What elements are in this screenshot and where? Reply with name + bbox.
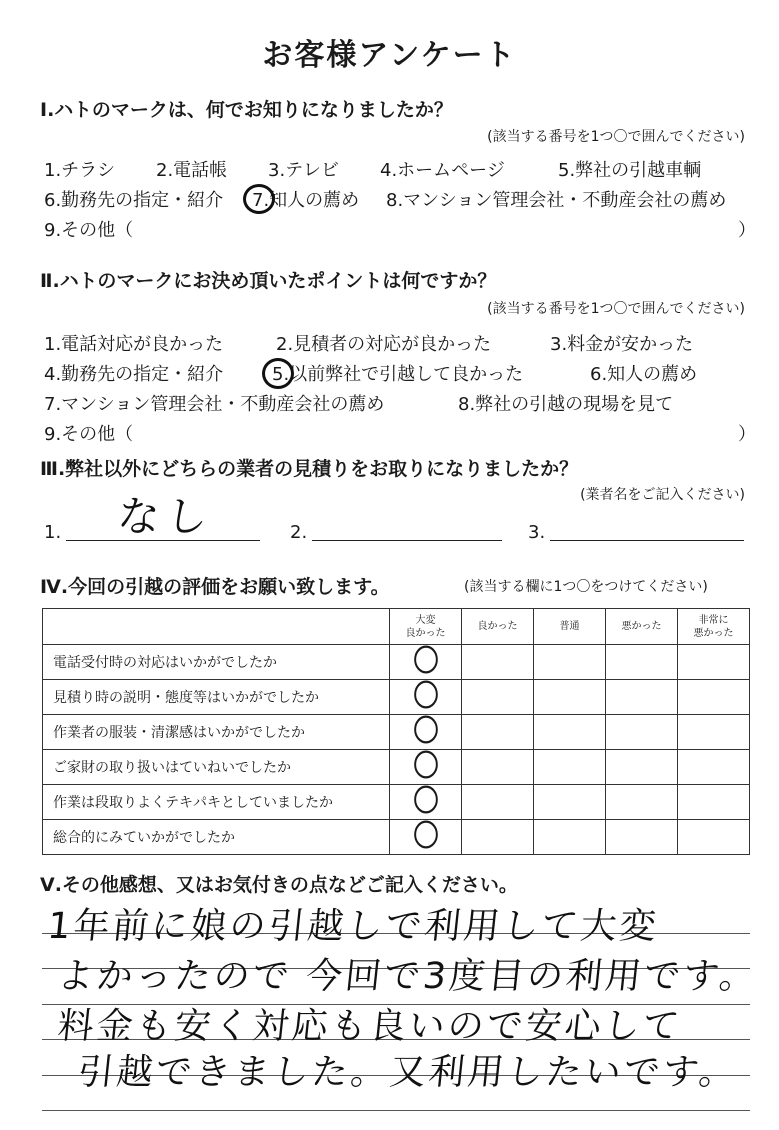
q1-selection-circle: [243, 184, 275, 214]
q3-line-3[interactable]: [550, 540, 744, 541]
q3-label-1: 1.: [44, 522, 62, 543]
q3-label-3: 3.: [528, 522, 546, 543]
q2-option-7[interactable]: 7.マンション管理会社・不動産会社の薦め: [44, 394, 385, 415]
row-question: 見積り時の説明・態度等はいかがでしたか: [43, 680, 390, 715]
table-row: [43, 820, 750, 855]
q1-heading: Ⅰ.ハトのマークは、何でお知りになりましたか？: [40, 99, 453, 121]
q3-heading: Ⅲ.弊社以外にどちらの業者の見積りをお取りになりましたか？: [40, 458, 579, 480]
table-row: [43, 715, 750, 750]
q4-note: (該当する欄に1つ〇をつけてください): [464, 579, 708, 595]
q2-option-6[interactable]: 6.知人の薦め: [590, 364, 698, 385]
column-header-very-good: 大変 良かった: [390, 609, 462, 645]
comment-line-3: 料金も安く対応も良いので安心して: [55, 1006, 684, 1047]
q4-heading: Ⅳ.今回の引越の評価をお願い致します。: [40, 576, 390, 598]
q3-note: (業者名をご記入ください): [580, 487, 745, 503]
q2-option-3[interactable]: 3.料金が安かった: [550, 334, 694, 355]
q1-option-6[interactable]: 6.勤務先の指定・紹介: [44, 190, 224, 211]
q1-option-5[interactable]: 5.弊社の引越車輌: [558, 160, 702, 181]
row-question: ご家財の取り扱いはていねいでしたか: [43, 750, 390, 785]
comment-line-4: 引越できました。又利用したいです。: [75, 1052, 740, 1093]
q1-close-paren: ）: [738, 220, 756, 241]
column-header-average: 普通: [534, 609, 606, 645]
row-question: 作業は段取りよくテキパキとしていましたか: [43, 785, 390, 820]
circle-mark: 〇: [412, 749, 439, 784]
q3-line-2[interactable]: [312, 540, 502, 541]
evaluation-table: [42, 608, 750, 855]
q2-option-5[interactable]: 5.以前弊社で引越して良かった: [272, 364, 524, 385]
row-question: 作業者の服装・清潔感はいかがでしたか: [43, 715, 390, 750]
column-header-good: 良かった: [462, 609, 534, 645]
q2-note: (該当する番号を1つ〇で囲んでください): [487, 301, 745, 317]
column-header-very-bad: 非常に 悪かった: [678, 609, 750, 645]
q1-option-2[interactable]: 2.電話帳: [156, 160, 228, 181]
table-row: [43, 680, 750, 715]
q1-option-8[interactable]: 8.マンション管理会社・不動産会社の薦め: [386, 190, 727, 211]
table-row: [43, 750, 750, 785]
q5-heading: Ⅴ.その他感想、又はお気付きの点などご記入ください。: [40, 874, 518, 896]
q2-selection-circle: [262, 358, 294, 389]
circle-mark: 〇: [412, 644, 439, 679]
comment-line-1: 1年前に娘の引越しで利用して大変: [45, 906, 661, 947]
q1-option-1[interactable]: 1.チラシ: [44, 160, 116, 181]
q1-option-7[interactable]: 7.知人の薦め: [252, 190, 360, 211]
table-row: [43, 645, 750, 680]
q3-answer-1[interactable]: なし: [115, 492, 217, 541]
q2-option-1[interactable]: 1.電話対応が良かった: [44, 334, 224, 355]
q1-option-3[interactable]: 3.テレビ: [268, 160, 339, 181]
row-question: 総合的にみていかがでしたか: [43, 820, 390, 855]
circle-mark: 〇: [412, 819, 439, 854]
row-question: 電話受付時の対応はいかがでしたか: [43, 645, 390, 680]
table-row: [43, 785, 750, 820]
page-title: お客様アンケート: [262, 38, 517, 73]
q2-option-4[interactable]: 4.勤務先の指定・紹介: [44, 364, 224, 385]
circle-mark: 〇: [412, 784, 439, 819]
q2-option-2[interactable]: 2.見積者の対応が良かった: [276, 334, 492, 355]
q1-option-9[interactable]: 9.その他（: [44, 220, 134, 241]
table-header-blank: [43, 609, 390, 645]
column-header-bad: 悪かった: [606, 609, 678, 645]
q2-close-paren: ）: [738, 424, 756, 445]
q1-note: (該当する番号を1つ〇で囲んでください): [487, 129, 745, 145]
q3-line-1[interactable]: [66, 540, 260, 541]
q1-option-4[interactable]: 4.ホームページ: [380, 160, 505, 181]
q2-option-8[interactable]: 8.弊社の引越の現場を見て: [458, 394, 674, 415]
circle-mark: 〇: [412, 714, 439, 749]
comment-line-2: よかったので 今回で3度目の利用です。: [55, 956, 761, 997]
q3-label-2: 2.: [290, 522, 308, 543]
q2-option-9[interactable]: 9.その他（: [44, 424, 134, 445]
circle-mark: 〇: [412, 679, 439, 714]
q2-heading: Ⅱ.ハトのマークにお決め頂いたポイントは何ですか？: [40, 270, 497, 292]
